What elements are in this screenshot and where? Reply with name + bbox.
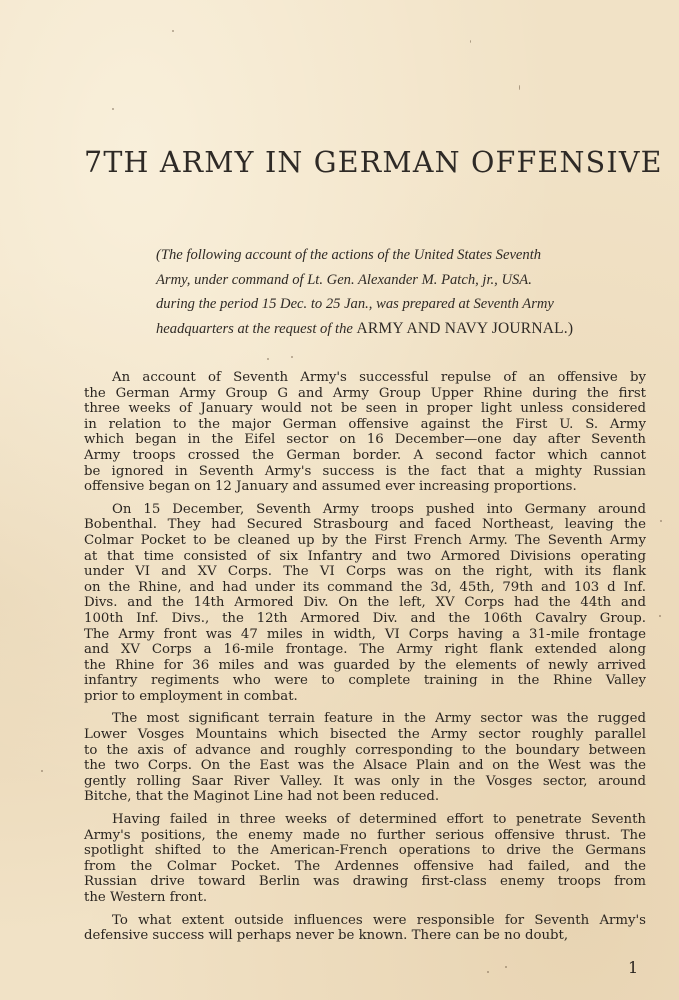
body-line: which began in the Eifel sector on 16 December—one day after Seventh: [84, 432, 646, 448]
editorial-note-text: headquarters at the request of the: [156, 320, 357, 337]
editorial-note: [156, 243, 650, 341]
body-paragraph: [84, 812, 646, 906]
body-paragraph: [84, 370, 646, 495]
paper-speck: [660, 520, 662, 522]
body-line: Colmar Pocket to be cleaned up by the First French Army. The Seventh Army: [84, 532, 646, 548]
body-line: offensive began on 12 January and assumed ever increasing proportions.: [84, 479, 577, 495]
body-line: three weeks of January would not be seen in proper light unless considered: [84, 401, 646, 417]
paper-speck: [112, 108, 114, 110]
body-line: Bitche, that the Maginot Line had not been reduced.: [84, 789, 440, 805]
body-paragraph: [84, 913, 646, 944]
body-line: to the axis of advance and roughly corresponding to the boundary between: [84, 742, 646, 758]
body-line: gently rolling Saar River Valley. It was only in the Vosges sector, around: [84, 773, 646, 789]
body-line: Divs. and the 14th Armored Div. On the left, XV Corps had the 44th and: [84, 595, 646, 611]
body-line: the German Army Group G and Army Group Upper Rhine during the first: [84, 385, 646, 401]
body-line: and XV Corps a 16-mile frontage. The Army right flank extended along: [84, 642, 646, 658]
body-line: the Western front.: [84, 890, 208, 905]
body-paragraph: [84, 711, 646, 805]
article-body: [84, 370, 646, 951]
body-line: the two Corps. On the East was the Alsace Plain and on the West was the: [84, 758, 646, 774]
paper-speck: [41, 770, 43, 772]
body-line: infantry regiments who were to complete training in the Rhine Valley: [84, 673, 646, 689]
paper-speck: [505, 966, 507, 968]
paper-speck: [267, 358, 269, 360]
body-line: be ignored in Seventh Army's success is the fact that a mighty Russian: [84, 463, 646, 479]
body-line: prior to employment in combat.: [84, 688, 298, 704]
paper-speck: [291, 356, 293, 358]
body-line: under VI and XV Corps. The VI Corps was on the right, with its flank: [84, 564, 646, 580]
body-line: Lower Vosges Mountains which bisected the Army sector roughly parallel: [84, 727, 646, 743]
body-line: An account of Seventh Army's successful repulse of an offensive by: [112, 370, 646, 385]
body-line: at that time consisted of six Infantry and two Armored Divisions operating: [84, 548, 646, 564]
body-paragraph: [84, 502, 646, 705]
body-line: defensive success will perhaps never be known. There can be no doubt,: [84, 928, 569, 944]
paper-speck: [659, 615, 661, 617]
editorial-note-line: [156, 317, 650, 342]
editorial-note-line: (The following account of the actions of the United States Seventh: [156, 247, 542, 263]
body-line: The Army front was 47 miles in width, VI Corps having a 31-mile frontage: [84, 626, 646, 642]
body-line: spotlight shifted to the American-French operations to drive the Germans: [84, 843, 646, 859]
body-line: Army troops crossed the German border. A second factor which cannot: [84, 447, 646, 463]
body-line: from the Colmar Pocket. The Ardennes offensive had failed, and the: [84, 858, 646, 874]
editorial-note-line: during the period 15 Dec. to 25 Jan., was prepared at Seventh Army: [156, 296, 554, 312]
body-line: Having failed in three weeks of determined effort to penetrate Seventh: [112, 812, 646, 828]
paper-speck: [487, 971, 489, 973]
body-line: the Rhine for 36 miles and was guarded by the elements of newly arrived: [84, 657, 646, 673]
body-line: Russian drive toward Berlin was drawing first-class enemy troops from: [84, 874, 646, 890]
body-line: Bobenthal. They had Secured Strasbourg and faced Northeast, leaving the: [84, 517, 646, 533]
editorial-note-line: Army, under command of Lt. Gen. Alexander M. Patch, jr., USA.: [156, 271, 532, 288]
page-number: 1: [628, 958, 639, 977]
article-title: 7TH ARMY IN GERMAN OFFENSIVE: [84, 146, 663, 179]
body-line: The most significant terrain feature in the Army sector was the rugged: [112, 711, 646, 727]
body-line: Army's positions, the enemy made no further serious offensive thrust. The: [84, 827, 646, 843]
body-line: On 15 December, Seventh Army troops pushed into Germany around: [112, 501, 646, 517]
journal-name: ARMY AND NAVY JOURNAL.): [356, 319, 574, 337]
body-line: 100th Inf. Divs., the 12th Armored Div. and the 106th Cavalry Group.: [84, 610, 646, 626]
body-line: in relation to the major German offensive against the First U. S. Army: [84, 416, 646, 432]
paper-speck: [519, 85, 520, 90]
paper-speck: [470, 40, 471, 43]
body-line: To what extent outside influences were responsible for Seventh Army's: [112, 912, 646, 928]
paper-speck: [172, 30, 174, 32]
body-line: on the Rhine, and had under its command the 3d, 45th, 79th and 103 d Inf.: [84, 579, 646, 595]
